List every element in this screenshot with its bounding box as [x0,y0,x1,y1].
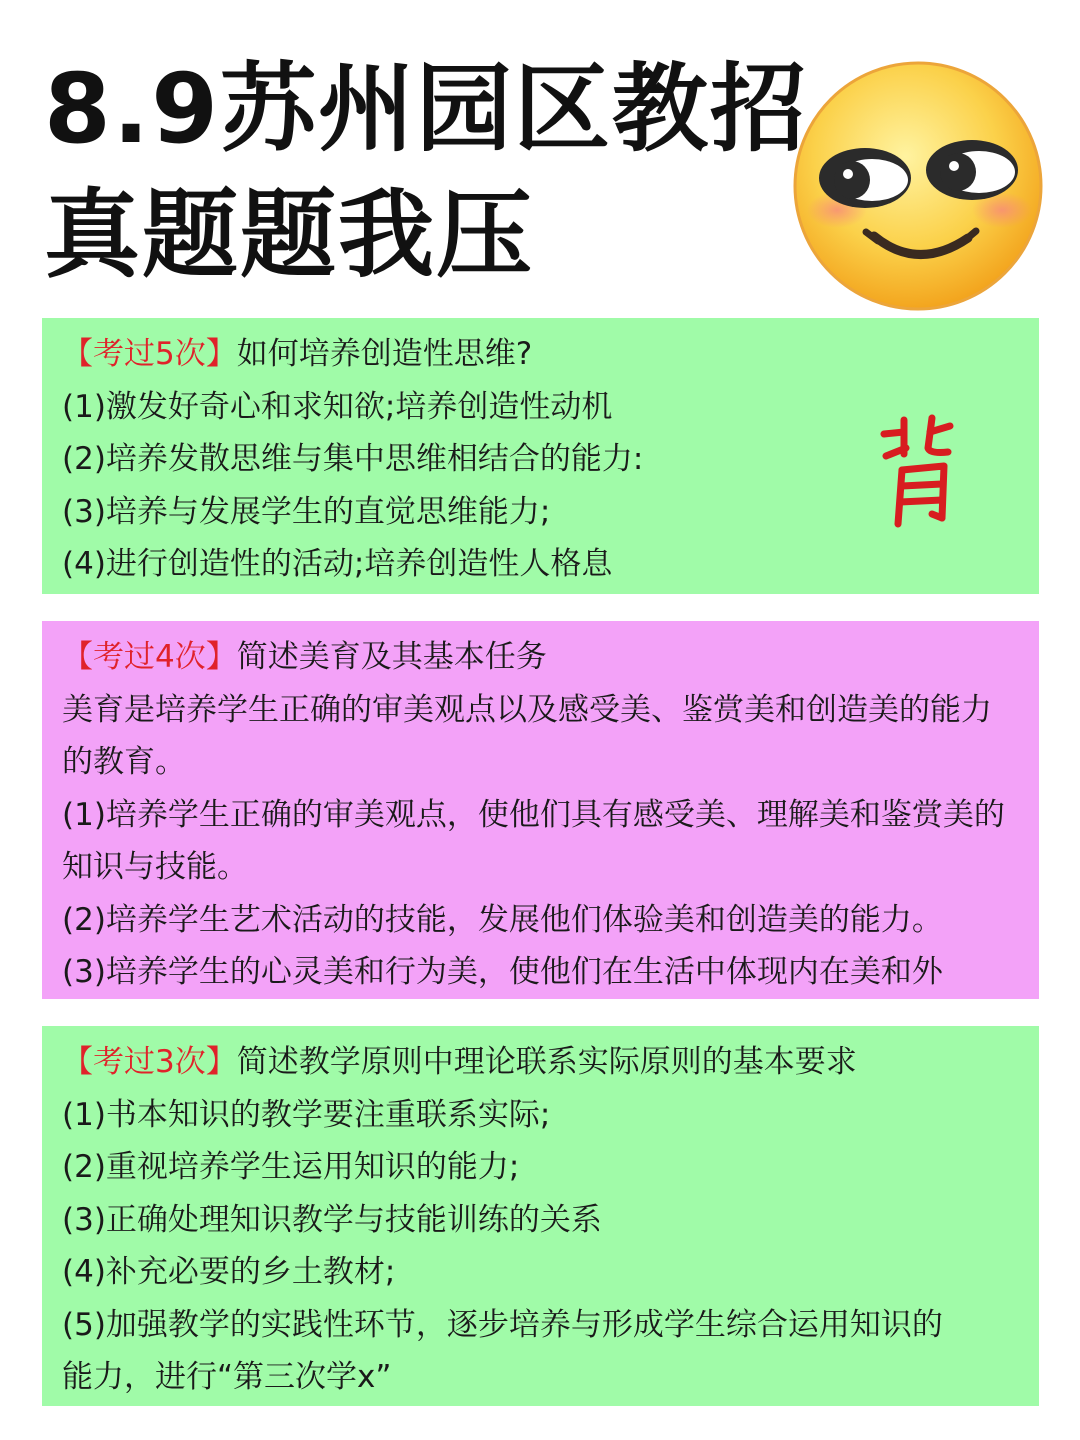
question-heading [62,328,1019,381]
answer-line: (2)培养发散思维与集中思维相结合的能力: [62,441,644,477]
answer-line: (2)培养学生艺术活动的技能，发展他们体验美和创造美的能力。 [62,901,943,938]
exam-count-tag: 【考过3次】 [62,1044,237,1080]
page-title [44,46,808,298]
answer-line: 美育是培养学生正确的审美观点以及感受美、鉴赏美和创造美的能力的教育。 [62,691,992,780]
smiling-side-eye-emoji-icon [792,60,1044,312]
question-text: 简述美育及其基本任务 [236,639,547,675]
question-heading [62,1036,1019,1089]
title-line-2: 真题题我压 [44,179,534,291]
exam-count-tag: 【考过5次】 [62,336,237,372]
answer-line: (1)培养学生正确的审美观点，使他们具有感受美、理解美和鉴赏美的知识与技能。 [62,796,1005,885]
answer-line: (1)书本知识的教学要注重联系实际; [62,1096,551,1133]
answer-line: (2)重视培养学生运用知识的能力; [62,1149,520,1185]
question-heading [62,631,1019,684]
memorize-stamp [878,412,964,534]
answer-line: (3)培养与发展学生的直觉思维能力; [62,493,551,530]
answer-line: (4)补充必要的乡土教材; [62,1254,396,1290]
answer-line: (5)加强教学的实践性环节，逐步培养与形成学生综合运用知识的能力，进行“第三次学x” [62,1306,943,1395]
answer-line: (3)培养学生的心灵美和行为美，使他们在生活中体现内在美和外 [62,954,943,990]
question-card-2 [42,621,1039,999]
question-text: 如何培养创造性思维? [236,336,533,372]
question-card-3 [42,1026,1039,1406]
answer-line: (1)激发好奇心和求知欲;培养创造性动机 [62,388,613,425]
question-text: 简述教学原则中理论联系实际原则的基本要求 [236,1044,857,1080]
exam-count-tag: 【考过4次】 [62,639,237,675]
answer-line: (3)正确处理知识教学与技能训练的关系 [62,1201,602,1238]
title-line-1: 8.9苏州园区教招 [44,53,809,165]
answer-line: (4)进行创造性的活动;培养创造性人格息 [62,546,613,582]
